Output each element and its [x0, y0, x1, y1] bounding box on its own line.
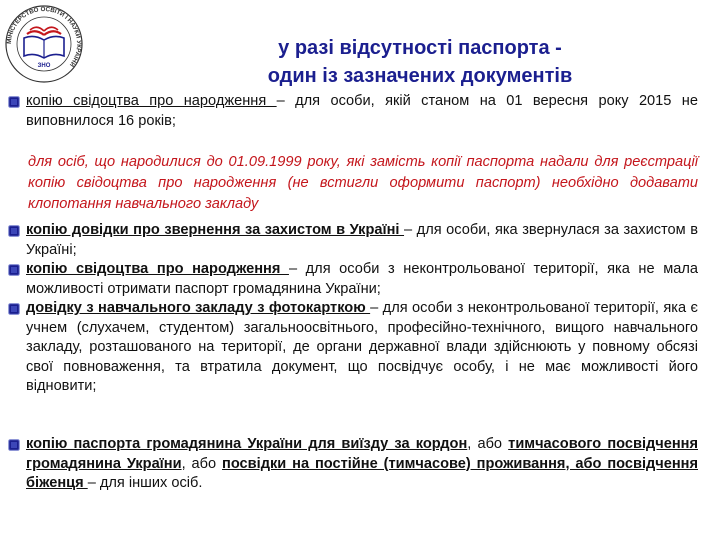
item5-doc-passport: копію паспорта громадянина України для виїзду за кордон [26, 436, 468, 452]
item4-doc: довідку з навчального закладу з фотокарткою [26, 300, 371, 316]
item5-desc: – для інших осіб. [87, 475, 203, 492]
item5-sep-1: , або [467, 436, 509, 452]
list-item [8, 92, 698, 131]
page-title [150, 34, 690, 90]
book-icon [24, 27, 64, 58]
list-item [8, 299, 698, 397]
list-item [8, 260, 698, 299]
checkbox-bullet-icon [8, 225, 20, 237]
svg-text:МІНІСТЕРСТВО ОСВІТИ І НАУКИ УК [6, 6, 82, 68]
checkbox-bullet-icon [8, 439, 20, 451]
ministry-logo [4, 4, 84, 84]
logo-circle-text: МІНІСТЕРСТВО ОСВІТИ І НАУКИ УКРАЇНИ [5, 5, 83, 68]
item2-desc: – для особи, яка звернулася за захистом в Україні; [26, 222, 698, 258]
list-item [8, 435, 698, 494]
item5-doc-certificate: тимчасового посвідчення громадянина України [26, 436, 698, 472]
checkbox-bullet-icon [8, 96, 20, 108]
red-note: для осіб, що народилися до 01.09.1999 року, які замість копії паспорта надали для реєстрації копію свідоцтва про народження (не встигли оформити паспорт) необхідно додавати клопотання навчального закладу [28, 154, 698, 212]
item5-doc-residence: посвідки на постійне (тимчасове) проживання, або посвідчення біженця [26, 455, 699, 492]
item3-desc: – для особи з неконтрольованої території, яка не мала можливості отримати паспорт громадянина України; [26, 261, 698, 297]
logo-book-text: ЗНО [37, 63, 51, 69]
item3-doc: копію свідоцтва про народження [26, 261, 289, 277]
item1-desc: – для особи, якій станом на 01 вересня року 2015 не виповнилося 16 років; [26, 93, 698, 129]
item5-sep-2: , або [181, 455, 223, 472]
checkbox-bullet-icon [8, 303, 20, 315]
item4-desc: – для особи з неконтрольованої території, яка є учнем (слухачем, студентом) загальноосвітнього, професійно-технічного, вищого навчального закладу, розташованого на території, де органи державної влади здійснюють у повному обсязі свої повноваження, та втратила документ, що посвідчує особу, і не має можливості його відновити; [26, 300, 698, 395]
checkbox-bullet-icon [8, 264, 20, 276]
list-item [8, 221, 698, 260]
item1-doc: копію свідоцтва про народження [26, 93, 277, 109]
page-title-line-2: один із зазначених документів [267, 65, 573, 87]
page-title-line-1: у разі відсутності паспорта - [278, 37, 562, 59]
item2-doc: копію довідки про звернення за захистом в Україні [26, 222, 405, 238]
